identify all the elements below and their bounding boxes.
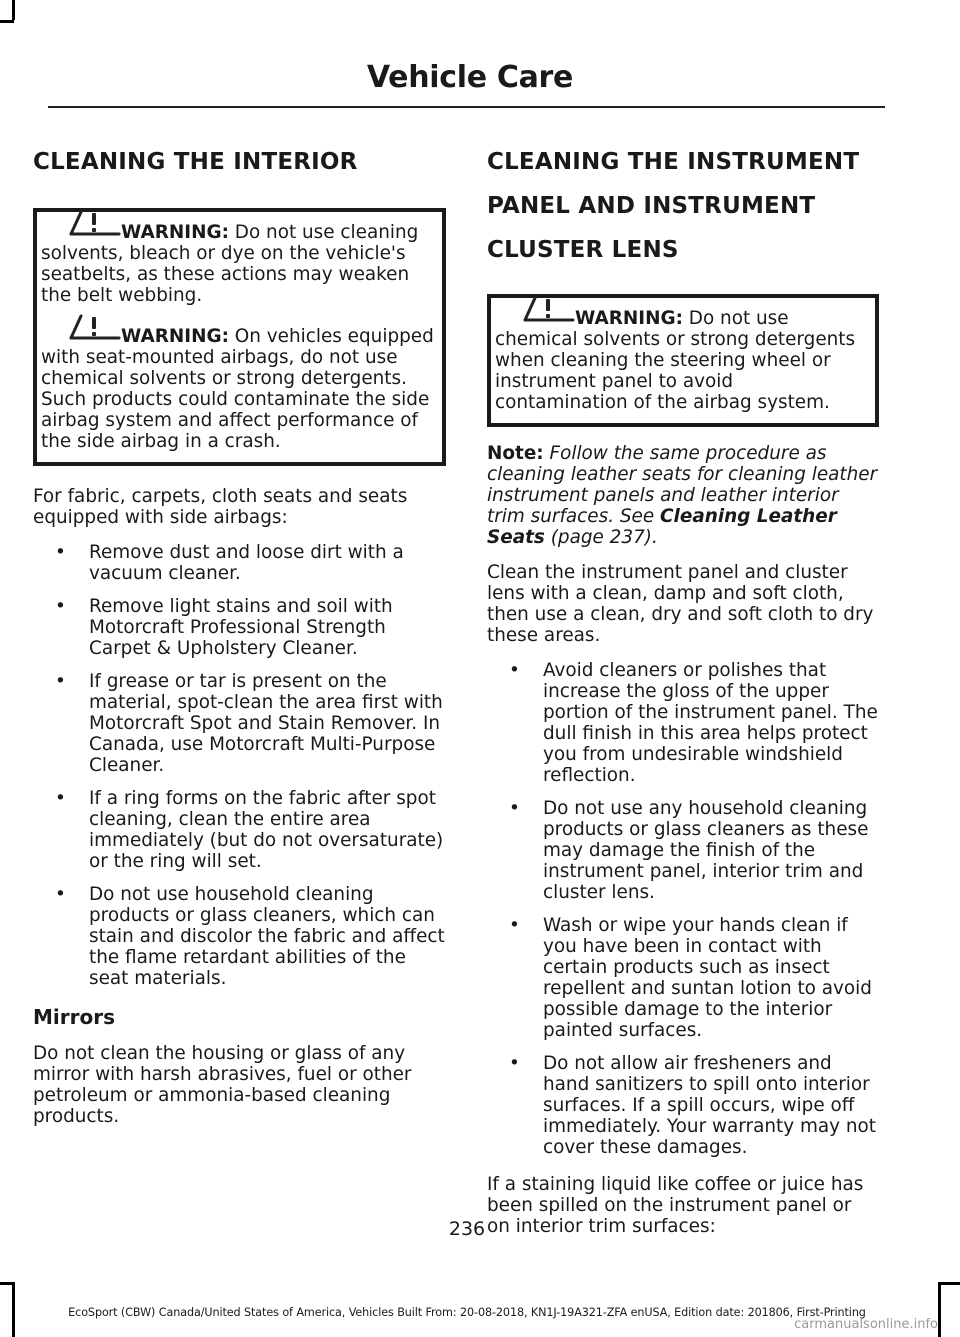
- footer-edition-info: EcoSport (CBW) Canada/United States of America, Vehicles Built From: 20-08-2018, KN1J-19A321-ZFA enUSA, Edition date: 201806, First-Printing: [68, 1306, 866, 1319]
- instrument-cleaning-list: [487, 660, 879, 1158]
- warning-item: [41, 326, 438, 452]
- warning-text: On vehicles equipped with seat-mounted airbags, do not use chemical solvents or strong detergents. Such products could contaminate the side airbag system and affect performance of the side airbag in a crash.: [41, 326, 434, 452]
- bullet-icon: •: [509, 915, 520, 936]
- list-item-text: Avoid cleaners or polishes that increase the gloss of the upper portion of the instrument panel. The dull finish in this area helps protect you from undesirable windshield reflection.: [543, 660, 878, 786]
- list-item: [487, 660, 879, 786]
- crop-mark: [938, 1282, 941, 1337]
- left-column: [33, 140, 446, 1127]
- cross-reference-link[interactable]: Cleaning Leather Seats: [487, 506, 837, 548]
- bullet-icon: •: [55, 671, 66, 692]
- list-item-text: Wash or wipe your hands clean if you have been in contact with certain products such as insect repellent and suntan lotion to avoid possible damage to the interior painted surfaces.: [543, 915, 872, 1041]
- list-item: [33, 884, 446, 989]
- warning-text: Do not use cleaning solvents, bleach or dye on the vehicle's seatbelts, as these actions may weaken the belt webbing.: [41, 222, 419, 306]
- warning-text-block: [41, 326, 434, 452]
- warning-triangle-icon: [67, 312, 123, 340]
- warning-text-block: [495, 308, 855, 413]
- note-paragraph: [487, 443, 879, 548]
- closing-paragraph: If a staining liquid like coffee or juice has been spilled on the instrument panel or on interior trim surfaces:: [487, 1174, 864, 1237]
- watermark: carmanualsonline.info: [794, 1317, 938, 1332]
- mirrors-paragraph: Do not clean the housing or glass of any mirror with harsh abrasives, fuel or other petroleum or ammonia-based cleaning products.: [33, 1043, 412, 1127]
- list-item: [487, 798, 879, 903]
- bullet-icon: •: [509, 660, 520, 681]
- heading-mirrors: Mirrors: [33, 1005, 115, 1029]
- bullet-icon: •: [55, 884, 66, 905]
- bullet-icon: •: [509, 1053, 520, 1074]
- warning-box: [33, 208, 446, 466]
- page-number: 236: [448, 1218, 486, 1240]
- list-item-text: Remove light stains and soil with Motorcraft Professional Strength Carpet & Upholstery Cleaner.: [89, 596, 393, 659]
- list-item-text: Do not use any household cleaning products or glass cleaners as these may damage the finish of the instrument panel, interior trim and cluster lens.: [543, 798, 869, 903]
- warning-label: WARNING:: [575, 308, 683, 329]
- list-item-text: Do not allow air fresheners and hand sanitizers to spill onto interior surfaces. If a spill occurs, wipe off immediately. Your warranty may not cover these damages.: [543, 1053, 877, 1158]
- crop-mark: [0, 20, 14, 23]
- list-item-text: If a ring forms on the fabric after spot cleaning, clean the entire area immediately (but do not oversaturate) or the ring will set.: [89, 788, 444, 872]
- bullet-icon: •: [55, 788, 66, 809]
- bullet-icon: •: [55, 542, 66, 563]
- list-item-text: Remove dust and loose dirt with a vacuum cleaner.: [89, 542, 404, 584]
- list-item: [33, 671, 446, 776]
- list-item: [33, 542, 446, 584]
- bullet-icon: •: [509, 798, 520, 819]
- note-label: Note:: [487, 443, 544, 464]
- warning-item: [41, 222, 438, 306]
- clean-paragraph: Clean the instrument panel and cluster lens with a clean, damp and soft cloth, then use a clean, dry and soft cloth to dry these areas.: [487, 562, 874, 646]
- list-item-text: If grease or tar is present on the material, spot-clean the area first with Motorcraft Spot and Stain Remover. In Canada, use Motorcraft Multi-Purpose Cleaner.: [89, 671, 443, 776]
- warning-text: Do not use chemical solvents or strong detergents when cleaning the steering wheel or instrument panel to avoid contamination of the airbag system.: [495, 308, 856, 413]
- section-title: Vehicle Care: [366, 60, 574, 95]
- warning-label: WARNING:: [121, 326, 229, 347]
- warning-label: WARNING:: [121, 222, 229, 243]
- crop-mark: [12, 0, 15, 20]
- list-item: [33, 596, 446, 659]
- interior-cleaning-list: [33, 542, 446, 989]
- warning-triangle-icon: [67, 208, 123, 236]
- list-item: [487, 915, 879, 1041]
- crop-mark: [0, 1282, 14, 1285]
- note-text: Follow the same procedure as cleaning leather seats for cleaning leather instrument panels and leather interior trim surfaces. See: [487, 443, 878, 527]
- right-column: [487, 140, 879, 1237]
- list-item-text: Do not use household cleaning products or glass cleaners, which can stain and discolor the fabric and affect the flame retardant abilities of the seat materials.: [89, 884, 445, 989]
- heading-cleaning-interior: CLEANING THE INTERIOR: [33, 149, 358, 175]
- header-divider: [48, 106, 885, 108]
- crop-mark: [938, 1282, 960, 1285]
- note-page-ref: (page 237).: [544, 527, 658, 548]
- warning-triangle-icon: [521, 294, 577, 322]
- list-item: [487, 1053, 879, 1158]
- warning-box: [487, 294, 879, 427]
- warning-item: [495, 308, 871, 413]
- list-item: [33, 788, 446, 872]
- intro-paragraph: For fabric, carpets, cloth seats and seats equipped with side airbags:: [33, 486, 408, 528]
- bullet-icon: •: [55, 596, 66, 617]
- heading-instrument-panel: CLEANING THE INSTRUMENT PANEL AND INSTRUMENT CLUSTER LENS: [487, 149, 860, 263]
